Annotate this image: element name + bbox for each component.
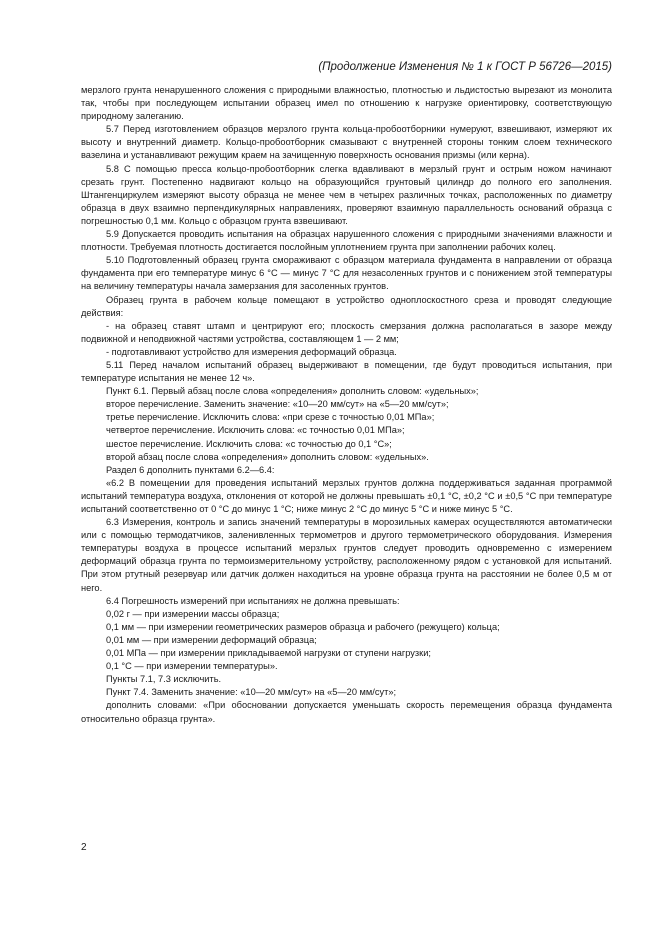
- paragraph: дополнить словами: «При обосновании допускается уменьшать скорость перемещения образца фундамента относительно образца грунта».: [81, 700, 612, 724]
- paragraph: второй абзац после слова «определения» дополнить словом: «удельных».: [106, 451, 429, 462]
- paragraph: шестое перечисление. Исключить слова: «с точностью до 0,1 °С»;: [106, 438, 392, 449]
- paragraph: третье перечисление. Исключить слова: «при срезе с точностью 0,01 МПа»;: [106, 412, 435, 423]
- page-number: 2: [81, 842, 87, 853]
- paragraph: 6.3 Измерения, контроль и запись значений температуры в морозильных камерах осуществляются автоматически или с помощью термодатчиков, заленивленных термометров и другого термометрического оборудования. Измерения температуры воздуха в процессе испытаний мерзлых грунтов следует проводить одновременно с измерением деформаций образца грунта по термоизмерительному устройству, расположенному рядом с установкой для испытаний. При этом ртутный резервуар или датчик должен находиться на уровне образца грунта на расстоянии не более 0,5 м от него.: [81, 517, 612, 593]
- paragraph: 0,01 мм — при измерении деформаций образца;: [106, 634, 317, 645]
- body-text: [81, 84, 612, 726]
- paragraph: мерзлого грунта ненарушенного сложения с природными влажностью, плотностью и льдистостью вырезают из монолита так, чтобы при последующем испытании образец имел по отношению к нагрузке ориентировку, соответствующую природному залеганию.: [81, 85, 612, 122]
- paragraph: 0,1 °С — при измерении температуры».: [106, 661, 278, 672]
- paragraph: Раздел 6 дополнить пунктами 6.2—6.4:: [106, 464, 275, 475]
- paragraph: 0,1 мм — при измерении геометрических размеров образца и рабочего (режущего) кольца;: [106, 621, 500, 632]
- paragraph: 5.8 С помощью пресса кольцо-пробоотборник слегка вдавливают в мерзлый грунт и острым ножом начинают срезать грунт. Постепенно надвигают кольцо на образующийся грунтовый цилиндр до полного его заполнения. Штангенциркулем измеряют высоту образца не менее чем в четырех различных точках, расположенных по диаметру образца в двух взаимно перпендикулярных направлениях, проверяют взаимную параллельность оснований образца с погрешностью 0,1 мм. Кольцо с образцом грунта взвешивают.: [81, 163, 612, 226]
- paragraph: второе перечисление. Заменить значение: «10—20 мм/сут» на «5—20 мм/сут»;: [106, 399, 449, 410]
- paragraph: 5.11 Перед началом испытаний образец выдерживают в помещении, где будут проводиться испытания, при температуре испытания не менее 12 ч».: [81, 359, 612, 384]
- page-header-continuation: (Продолжение Изменения № 1 к ГОСТ Р 56726—2015): [318, 61, 612, 73]
- paragraph: «6.2 В помещении для проведения испытаний мерзлых грунтов должна поддерживаться заданная программой испытаний температура воздуха, отклонения от которой не должны превышать ±0,1 °С, ±0,2 °С и ±0,5 °С при температуре испытаний соответственно от 0 °С до минус 1 °С; ниже минус 2 °С до минус 5 °С и ниже минус 5 °С.: [81, 477, 612, 514]
- paragraph: Образец грунта в рабочем кольце помещают в устройство одноплоскостного среза и проводят следующие действия:: [81, 294, 612, 318]
- paragraph: 0,01 МПа — при измерении прикладываемой нагрузки от ступени нагрузки;: [106, 648, 431, 659]
- paragraph: - на образец ставят штамп и центрируют его; плоскость смерзания должна располагаться в зазоре между подвижной и неподвижной частями устройства, составляющем 1 — 2 мм;: [81, 320, 612, 344]
- paragraph: - подготавливают устройство для измерения деформаций образца.: [106, 346, 397, 357]
- paragraph: Пункты 7.1, 7.3 исключить.: [106, 674, 222, 685]
- paragraph: Пункт 6.1. Первый абзац после слова «определения» дополнить словом: «удельных»;: [106, 386, 479, 397]
- paragraph: 5.7 Перед изготовлением образцов мерзлого грунта кольца-пробоотборники нумеруют, взвешивают, измеряют их высоту и внутренний диаметр. Кольцо-пробоотборник смазывают с внутренней стороны тонким слоем технического вазелина и устанавливают режущим краем на зачищенную поверхность основания призмы (или керна).: [81, 124, 612, 161]
- paragraph: Пункт 7.4. Заменить значение: «10—20 мм/сут» на «5—20 мм/сут»;: [106, 687, 397, 698]
- paragraph: 0,02 г — при измерении массы образца;: [106, 608, 280, 619]
- paragraph: 5.10 Подготовленный образец грунта смораживают с образцом материала фундамента в направлении от образца фундамента при его температуре минус 6 °С — минус 7 °С для незасоленных грунтов и с понижением этой температуры на величину температуры начала замерзания для засоленных грунтов.: [81, 255, 612, 292]
- paragraph: четвертое перечисление. Исключить слова: «с точностью 0,01 МПа»;: [106, 425, 405, 436]
- paragraph: 6.4 Погрешность измерений при испытаниях не должна превышать:: [106, 595, 400, 606]
- paragraph: 5.9 Допускается проводить испытания на образцах нарушенного сложения с природными значениями влажности и плотности. Требуемая плотность достигается послойным уплотнением грунта при заполнении рабочих колец.: [81, 229, 612, 253]
